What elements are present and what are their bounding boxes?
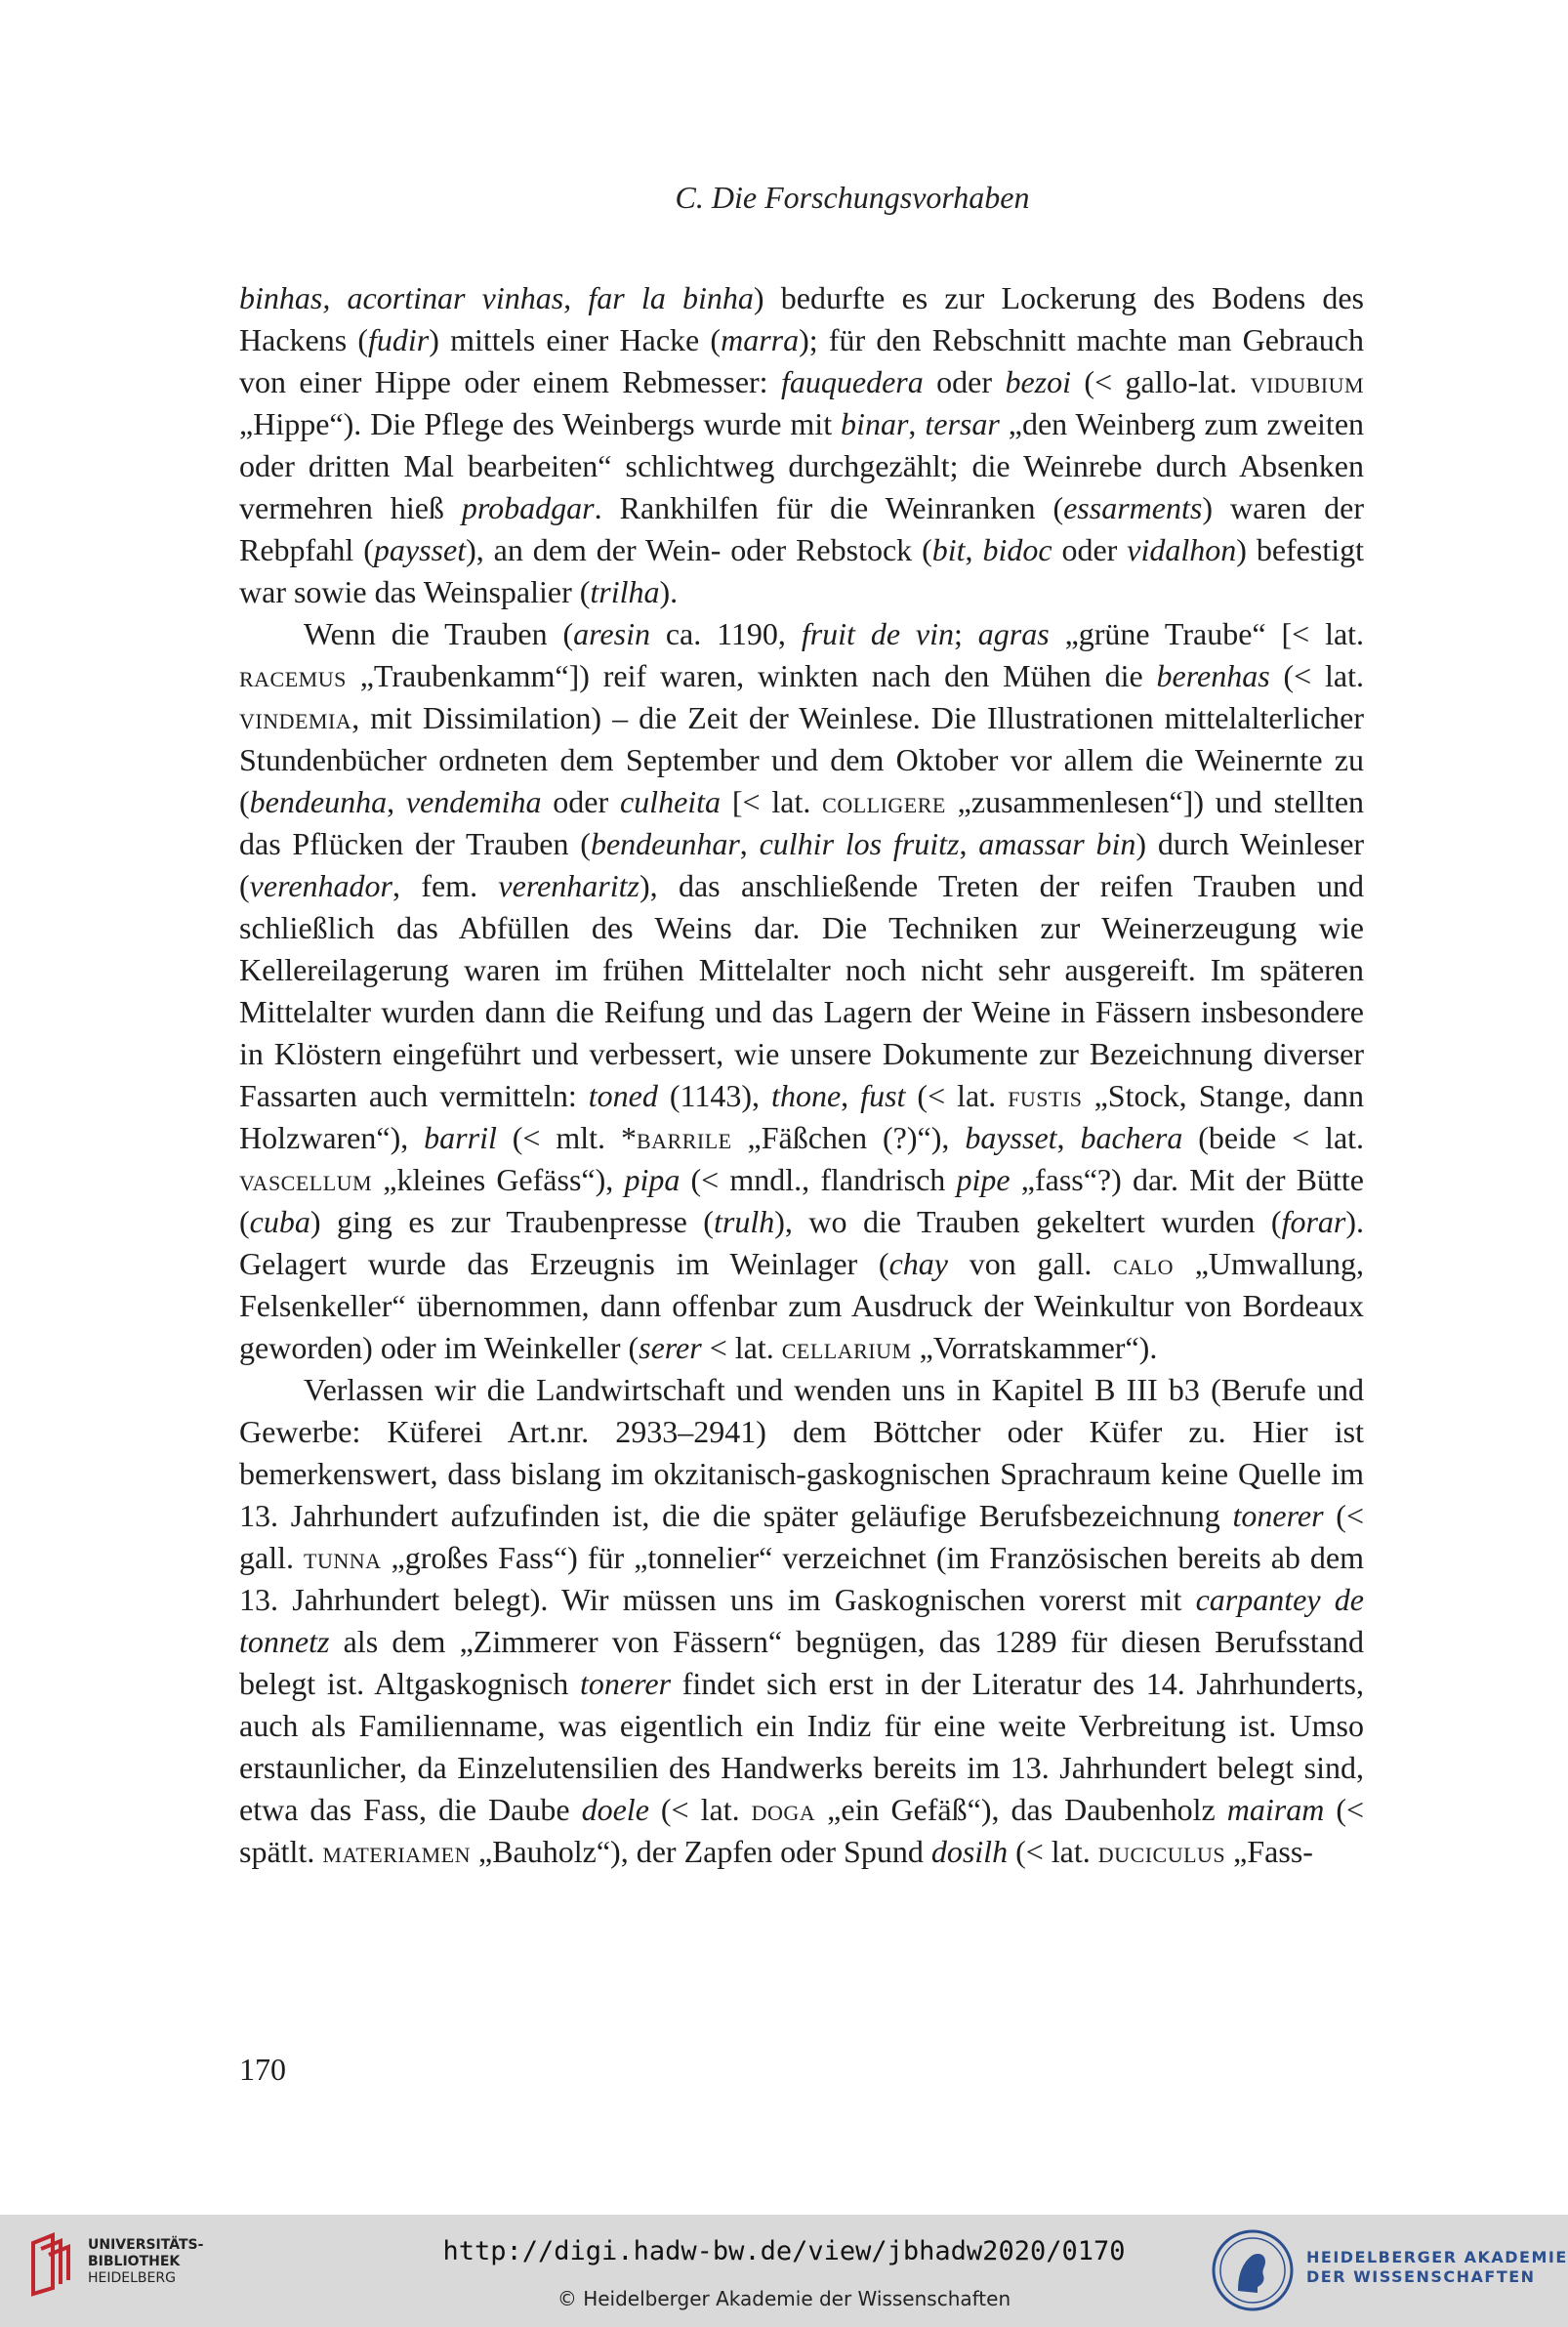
text-run: ), das anschließende Treten der reifen Trauben und schließlich das Abfüllen des Weins dar. Die Techniken zur Weinerzeugung wie Kellereilagerung waren im frühen Mittelalter noch nicht sehr ausgereift. Im späteren Mittelalter wurden dann die Reifung und das Lagern der Weine in Fässern insbesondere in Klöstern eingeführt und verbessert, wie unsere Dokumente zur Bezeichnung diverser Fassarten auch vermitteln: bbox=[239, 868, 1365, 1113]
text-run: „zusammenlesen“]) und stellten das Pflücken der Trauben ( bbox=[239, 784, 1365, 861]
text-run: ) befestigt war sowie das Weinspalier ( bbox=[239, 532, 1365, 609]
etymon-small-caps: doga bbox=[751, 1792, 816, 1827]
italic-term: baysset bbox=[965, 1120, 1057, 1155]
text-run: ) waren der Rebpfahl ( bbox=[239, 490, 1364, 567]
italic-term: dosilh bbox=[930, 1834, 1009, 1869]
ub-logo-line1: UNIVERSITÄTS- bbox=[88, 2237, 204, 2253]
italic-term: amassar bin bbox=[978, 826, 1136, 861]
italic-term: forar bbox=[1281, 1204, 1346, 1239]
italic-term: verenharitz bbox=[498, 868, 640, 903]
italic-term: pipa bbox=[624, 1162, 681, 1197]
italic-term: tersar bbox=[925, 406, 1000, 441]
text-run: (< mlt. * bbox=[496, 1120, 637, 1155]
hadw-logo-line2: DER WISSENSCHAFTEN bbox=[1306, 2267, 1536, 2286]
italic-term: culhir los fruitz bbox=[759, 826, 960, 861]
etymon-small-caps: cellarium bbox=[781, 1330, 912, 1365]
text-run: (< lat. bbox=[905, 1078, 1009, 1113]
text-run: , fem. bbox=[392, 868, 499, 903]
text-run: , bbox=[841, 1078, 861, 1113]
italic-term: chay bbox=[888, 1246, 948, 1281]
text-run: „Vorratskammer“). bbox=[911, 1330, 1158, 1365]
etymon-small-caps: vidubium bbox=[1250, 364, 1365, 399]
text-run: , bbox=[959, 826, 979, 861]
running-title: C. Die Forschungsvorhaben bbox=[675, 180, 1030, 215]
etymon-small-caps: duciculus bbox=[1097, 1834, 1226, 1869]
ub-logo-line2: BIBLIOTHEK bbox=[88, 2254, 181, 2269]
text-run: (< lat. bbox=[648, 1792, 752, 1827]
etymon-small-caps: barrile bbox=[636, 1120, 732, 1155]
etymon-small-caps: fustis bbox=[1008, 1078, 1083, 1113]
text-run: Wenn die Trauben ( bbox=[304, 616, 574, 651]
paragraph-3 bbox=[239, 1369, 1364, 1873]
text-run: „Hippe“). Die Pflege des Weinbergs wurde mit bbox=[239, 406, 842, 441]
italic-term: bit bbox=[931, 532, 966, 567]
text-run: oder bbox=[541, 784, 620, 819]
etymon-small-caps: calo bbox=[1113, 1246, 1175, 1281]
italic-term: vendemiha bbox=[405, 784, 542, 819]
italic-term: tonerer bbox=[1232, 1498, 1324, 1533]
footer-url-link[interactable]: http://digi.hadw-bw.de/view/jbhadw2020/0170 bbox=[442, 2236, 1126, 2266]
text-run: ) mittels einer Hacke ( bbox=[429, 322, 722, 357]
text-run: „Fass- bbox=[1225, 1834, 1313, 1869]
italic-term: bachera bbox=[1080, 1120, 1183, 1155]
text-run: „großes Fass“) für „tonnelier“ verzeichnet (im Französischen bereits ab dem 13. Jahrhundert belegt). Wir müssen uns im Gaskognischen vorerst mit bbox=[239, 1540, 1365, 1617]
text-run: , mit Dissimilation) – die Zeit der Weinlese. Die Illustrationen mittelalterlicher Stundenbücher ordneten dem September und dem Oktober vor allem die Weinernte zu ( bbox=[239, 700, 1364, 819]
text-run: ) ging es zur Traubenpresse ( bbox=[309, 1204, 714, 1239]
text-run: ), wo die Trauben gekeltert wurden ( bbox=[774, 1204, 1282, 1239]
text-run: findet sich erst in der Literatur des 14. Jahrhunderts, auch als Familienname, was eigentlich ein Indiz für eine weite Verbreitung ist. Umso erstaunlicher, da Einzelutensilien des Handwerks bereits im 13. Jahrhundert belegt sind, etwa das Fass, die Daube bbox=[239, 1666, 1365, 1827]
paragraph-1 bbox=[239, 277, 1364, 613]
italic-term: doele bbox=[581, 1792, 649, 1827]
text-run: „den Weinberg zum zweiten oder dritten Mal bearbeiten“ schlichtweg durchgezählt; die Weinrebe durch Absenken vermehren hieß bbox=[239, 406, 1365, 525]
text-run: ). Gelagert wurde das Erzeugnis im Weinlager ( bbox=[239, 1204, 1365, 1281]
text-run: , bbox=[965, 532, 983, 567]
italic-term: carpantey de tonnetz bbox=[239, 1582, 1365, 1659]
text-run: (< lat. bbox=[1008, 1834, 1098, 1869]
italic-term: fauquedera bbox=[781, 364, 924, 399]
italic-term: bezoi bbox=[1005, 364, 1071, 399]
italic-term: culheita bbox=[619, 784, 722, 819]
text-run: [< lat. bbox=[721, 784, 823, 819]
etymon-small-caps: vindemia bbox=[239, 700, 352, 735]
italic-term: verenhador bbox=[249, 868, 392, 903]
italic-term: toned bbox=[588, 1078, 658, 1113]
hadw-logo-text bbox=[1306, 2248, 1568, 2287]
italic-term: agras bbox=[977, 616, 1050, 651]
italic-term: bidoc bbox=[982, 532, 1052, 567]
text-run: (< spätlt. bbox=[239, 1792, 1365, 1869]
etymon-small-caps: racemus bbox=[239, 658, 347, 693]
ub-logo-line3: HEIDELBERG bbox=[88, 2270, 176, 2286]
italic-term: cuba bbox=[249, 1204, 310, 1239]
text-run: „fass“?) dar. Mit der Bütte ( bbox=[239, 1162, 1365, 1239]
etymon-small-caps: materiamen bbox=[322, 1834, 471, 1869]
text-run: „grüne Traube“ [< lat. bbox=[1049, 616, 1365, 651]
text-run: . Rankhilfen für die Weinranken ( bbox=[594, 490, 1064, 525]
italic-term: mairam bbox=[1226, 1792, 1325, 1827]
etymon-small-caps: vascellum bbox=[239, 1162, 373, 1197]
text-run: ) durch Weinleser ( bbox=[239, 826, 1365, 903]
paragraph-2 bbox=[239, 613, 1364, 1369]
italic-term: vidalhon bbox=[1127, 532, 1237, 567]
text-run: ; bbox=[954, 616, 978, 651]
hadw-logo[interactable] bbox=[1209, 2226, 1568, 2314]
text-run: , bbox=[739, 826, 760, 861]
italic-term: binhas, acortinar vinhas, far la binha bbox=[239, 280, 754, 315]
italic-term: fruit de vin bbox=[801, 616, 954, 651]
italic-term: probadgar bbox=[461, 490, 595, 525]
italic-term: aresin bbox=[573, 616, 650, 651]
italic-term: bendeunhar bbox=[590, 826, 740, 861]
page-number: 170 bbox=[239, 2052, 286, 2087]
text-run: (< gallo-lat. bbox=[1071, 364, 1251, 399]
italic-term: trilha bbox=[590, 574, 660, 609]
body-text bbox=[239, 277, 1364, 1873]
text-run: „Traubenkamm“]) reif waren, winkten nach den Mühen die bbox=[346, 658, 1157, 693]
text-run: von gall. bbox=[947, 1246, 1114, 1281]
italic-term: essarments bbox=[1063, 490, 1203, 525]
italic-term: barril bbox=[424, 1120, 497, 1155]
text-run: ) bedurfte es zur Lockerung des Bodens des Hackens ( bbox=[239, 280, 1365, 357]
text-run: ); für den Rebschnitt machte man Gebrauch von einer Hippe oder einem Rebmesser: bbox=[239, 322, 1365, 399]
text-run: oder bbox=[1052, 532, 1128, 567]
text-run: „Fäßchen (?)“), bbox=[731, 1120, 966, 1155]
text-run: Verlassen wir die Landwirtschaft und wenden uns in Kapitel B III b3 (Berufe und Gewerbe: Küferei Art.nr. 2933–2941) dem Böttcher oder Küfer zu. Hier ist bemerkenswert, dass bislang im okzitanisch-gaskognischen Sprachraum keine Quelle im 13. Jahrhundert aufzufinden ist, die die später geläufige Berufsbezeichnung bbox=[239, 1372, 1364, 1533]
italic-term: thone bbox=[771, 1078, 842, 1113]
text-run: (beide < lat. bbox=[1182, 1120, 1365, 1155]
italic-term: binar bbox=[841, 406, 909, 441]
etymon-small-caps: colligere bbox=[822, 784, 946, 819]
etymon-small-caps: tunna bbox=[304, 1540, 382, 1575]
italic-term: trulh bbox=[713, 1204, 775, 1239]
text-run: ), an dem der Wein- oder Rebstock ( bbox=[466, 532, 932, 567]
text-run: ca. 1190, bbox=[649, 616, 802, 651]
text-run: als dem „Zimmerer von Fässern“ begnügen, das 1289 für diesen Berufsstand belegt ist. Altgaskognisch bbox=[239, 1624, 1364, 1701]
italic-term: pipe bbox=[956, 1162, 1011, 1197]
hadw-logo-line1: HEIDELBERGER AKADEMIE bbox=[1306, 2248, 1568, 2266]
text-run: „Bauholz“), der Zapfen oder Spund bbox=[471, 1834, 931, 1869]
italic-term: marra bbox=[721, 322, 800, 357]
italic-term: tonerer bbox=[580, 1666, 672, 1701]
text-run: „Umwallung, Felsenkeller“ übernommen, dann offenbar zum Ausdruck der Weinkultur von Bordeaux geworden) oder im Weinkeller ( bbox=[239, 1246, 1365, 1365]
footer-copyright: © Heidelberger Akademie der Wissenschaften bbox=[557, 2287, 1011, 2310]
text-run: (1143), bbox=[657, 1078, 772, 1113]
text-run: < lat. bbox=[701, 1330, 782, 1365]
italic-term: serer bbox=[639, 1330, 702, 1365]
italic-term: bendeunha bbox=[249, 784, 388, 819]
text-run: , bbox=[908, 406, 926, 441]
text-run: , bbox=[1056, 1120, 1081, 1155]
text-run: „Stock, Stange, dann Holzwaren“), bbox=[239, 1078, 1365, 1155]
text-run: „kleines Gefäss“), bbox=[372, 1162, 625, 1197]
text-run: „ein Gefäß“), das Daubenholz bbox=[815, 1792, 1227, 1827]
text-run: , bbox=[387, 784, 406, 819]
italic-term: berenhas bbox=[1156, 658, 1270, 693]
italic-term: paysset bbox=[373, 532, 467, 567]
running-header bbox=[0, 176, 1568, 219]
academy-seal-icon bbox=[1209, 2226, 1297, 2314]
italic-term: fust bbox=[860, 1078, 906, 1113]
italic-term: fudir bbox=[368, 322, 430, 357]
text-run: (< lat. bbox=[1269, 658, 1364, 693]
text-run: (< gall. bbox=[239, 1498, 1365, 1575]
text-run: (< mndl., flandrisch bbox=[680, 1162, 957, 1197]
text-run: oder bbox=[923, 364, 1006, 399]
text-run: ). bbox=[659, 574, 679, 609]
